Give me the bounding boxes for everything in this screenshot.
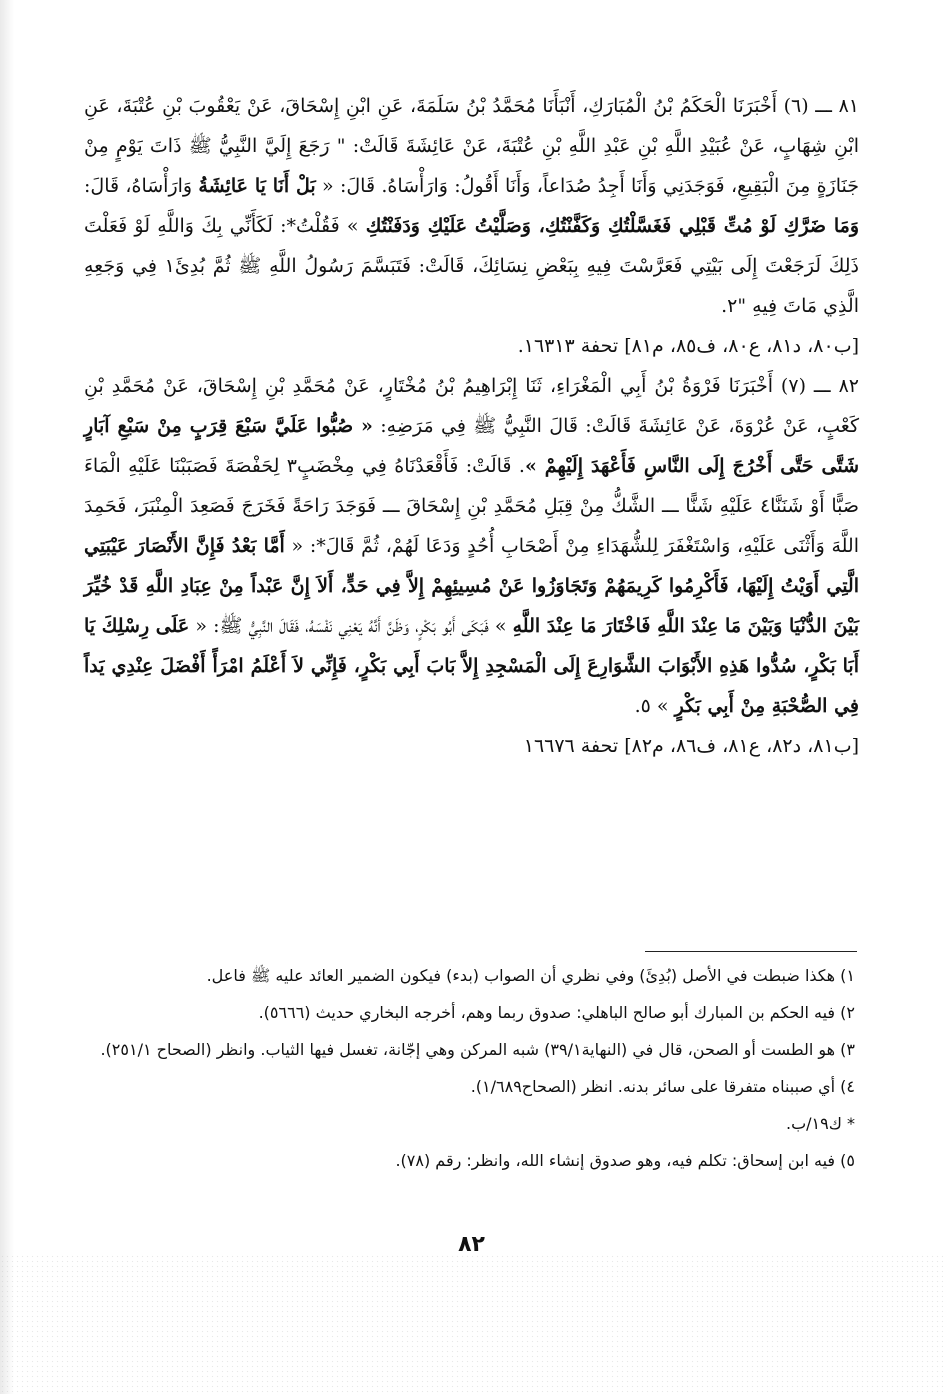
hadith-81-part: ٨١ ـــ (٦) أَخْبَرَنَا الْحَكَمُ بْنُ الْمُبَارَكِ، أَنْبَأَنَا مُحَمَّدُ بْنُ سَلَمَةَ، عَنِ ابْنِ إِسْحَاقَ، عَنْ يَعْقُوبَ بْنِ عُتْبَةَ، عَنِ ابْنِ شِهَابٍ، عَنْ عُبَيْدِ اللَّهِ بْنِ عَبْدِ اللَّهِ بْنِ عُتْبَةَ، عَنْ عَائِشَةَ قَالَتْ: " رَجَعَ إِلَيَّ النَّبِيُّ ﷺ ذَاتَ يَوْمٍ مِنْ جَنَازَةٍ مِنَ الْبَقِيعِ، فَوَجَدَنِي وَأَنَا أَجِدُ صُدَاعاً، وَأَنَا أَقُولُ: وَارَأْسَاهُ. قَالَ: «: [84, 95, 859, 197]
hadith-82-part-bold: « صُبُّوا عَلَيَّ سَبْعَ قِرَبٍ مِنْ سَبْعِ آبَارٍ شَتَّى حَتَّى أَخْرُجَ إِلَى النَّاسِ فَأَعْهَدَ إِلَيْهِمْ »: [84, 415, 859, 477]
footnote-divider: [645, 951, 857, 952]
page-number: ٨٢: [458, 1232, 485, 1257]
footnote: ١) هكذا ضبطت في الأصل (بُدِئَ) وفي نظري أن الصواب (بدء) فيكون الضمير العائد عليه ﷺ فاعل.: [206, 966, 855, 985]
footnote: ٣) هو الطست أو الصحن، قال في (النهاية٣٩/١) شبه المركن وهي إجّانة، تغسل فيها الثياب. وانظر (الصحاح ٢٥١/١).: [100, 1040, 855, 1059]
hadith-81-part: » فَقُلْتُ*: لَكَأَنِّي بِكَ وَاللَّهِ لَوْ فَعَلْتَ ذَلِكَ لَرَجَعْتَ إِلَى بَيْتِي فَعَرَّسْتَ فِيهِ بِبَعْضِ نِسَائِكَ، قَالَتْ: فَتَبَسَّمَ رَسُولُ اللَّهِ ﷺ ثُمَّ بُدِئَ١ فِي وَجَعِهِ الَّذِي مَاتَ فِيهِ "٢.: [84, 215, 860, 317]
hadith-81-reference: [ب٨٠، د٨١، ع٨٠، ف٨٥، م٨١] تحفة ١٦٣١٣.: [517, 335, 859, 357]
footnote: ٤) أي صببناه متفرقا على سائر بدنه. انظر (الصحاح١/٦٨٩).: [470, 1077, 855, 1096]
footnote: * ك١٩/ب.: [785, 1114, 855, 1133]
hadith-82-part-bold: عَلَى رِسْلِكَ يَا أَبَا بَكْرٍ، سُدُّوا هَذِهِ الأَبْوَابَ الشَّوَارِعَ إِلَى الْمَسْجِدِ إِلاَّ بَابَ أَبِي بَكْرٍ، فَإِنِّي لاَ أَعْلَمُ امْرَأً أَفْضَلَ عِنْدِي يَداً فِي الصُّحْبَةِ مِنْ أَبِي بَكْرٍ: [84, 615, 859, 717]
hadith-82-paragraph: [84, 366, 859, 726]
hadith-81-part-bold: بَلْ أَنَا يَا عَائِشَةُ: [198, 175, 316, 197]
footnote: ٥) فيه ابن إسحاق: تكلم فيه، وهو صدوق إنشاء الله، وانظر: رقم (٧٨).: [395, 1151, 855, 1170]
scan-edge-shadow: [0, 0, 14, 1394]
hadith-82-part: ٨٢ ـــ (٧) أَخْبَرَنَا فَرْوَةُ بْنُ أَبِي الْمَغْرَاءِ، ثَنَا إِبْرَاهِيمُ بْنُ مُخْتَارٍ، عَنْ مُحَمَّدِ بْنِ إِسْحَاقَ، عَنْ مُحَمَّدِ بْنِ كَعْبٍ، عَنْ عُرْوَةَ، عَنْ عَائِشَةَ قَالَتْ: قَالَ النَّبِيُّ ﷺ فِي مَرَضِهِ:: [84, 375, 859, 437]
main-text: [84, 86, 859, 766]
hadith-81-paragraph: [84, 86, 859, 326]
hadith-82-part: . قَالَتْ: فَأَقْعَدْنَاهُ فِي مِخْضَبٍ٣ لِحَفْصَةَ فَصَبَبْنَا عَلَيْهِ الْمَاءَ صَبًّا أَوْ شَنَنَّا٤ عَلَيْهِ شَنًّا ـــ الشَّكُّ مِنْ قِبَلِ مُحَمَّدِ بْنِ إِسْحَاقَ ـــ فَوَجَدَ رَاحَةً فَخَرَجَ فَصَعِدَ الْمِنْبَرَ، فَحَمِدَ اللَّهَ وَأَثْنَى عَلَيْهِ، وَاسْتَغْفَرَ لِلشُّهَدَاءِ مِنْ أَصْحَابِ أُحُدٍ وَدَعَا لَهُمْ، ثُمَّ قَالَ*: «: [84, 455, 859, 557]
footnote: ٢) فيه الحكم بن المبارك أبو صالح الباهلي: صدوق ربما وهم، أخرجه البخاري حديث (٥٦٦٦).: [258, 1003, 855, 1022]
hadith-82-part: » ٥.: [634, 695, 675, 717]
hadith-82-part-bold: أَمَّا بَعْدُ فَإِنَّ الأَنْصَارَ عَيْبَتِي الَّتِي أَوَيْتُ إِلَيْهَا، فَأَكْرِمُوا كَرِيمَهُمْ وَتَجَاوَزُوا عَنْ مُسِيئِهِمْ إِلاَّ فِي حَدٍّ، أَلاَ إِنَّ عَبْداً مِنْ عِبَادِ اللَّهِ قَدْ خُيِّرَ بَيْنَ الدُّنْيَا وَبَيْنَ مَا عِنْدَ اللَّهِ فَاخْتَارَ مَا عِنْدَ اللَّهِ: [84, 535, 860, 637]
hadith-82-part: » فَبَكَى أَبُو بَكْرٍ، وَظَنَّ أَنَّهُ يَعْنِي نَفْسَهُ، فَقَالَ النَّبِيُّ ﷺ: «: [189, 615, 513, 637]
footnotes: [96, 960, 855, 1182]
hadith-81-part: وَارَأْسَاهُ، قَالَ:: [84, 175, 199, 197]
hadith-81-part-bold: وَمَا ضَرَّكِ لَوْ مُتِّ قَبْلِي فَغَسَّلْتُكِ وَكَفَّنْتُكِ، وَصَلَّيْتُ عَلَيْكِ وَدَفَنْتُكِ: [365, 215, 859, 237]
hadith-82-reference: [ب٨١، د٨٢، ع٨١، ف٨٦، م٨٢] تحفة ١٦٦٧٦: [523, 735, 859, 757]
scan-noise-texture: [0, 1254, 943, 1394]
